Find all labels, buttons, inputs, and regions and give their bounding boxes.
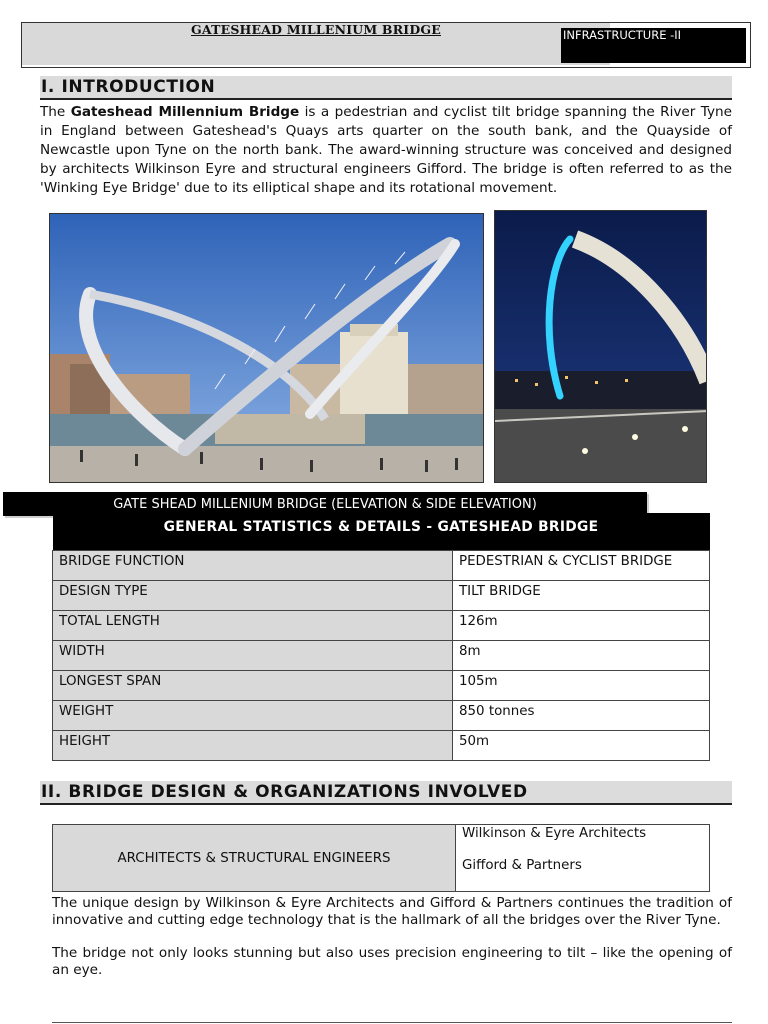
stat-key: WEIGHT [53,700,453,730]
section-heading-introduction: I. INTRODUCTION [40,76,732,100]
footer-rule [52,1022,732,1023]
design-paragraph-2: The bridge not only looks stunning but also uses precision engineering to tilt – like the opening of an eye. [52,945,732,978]
stat-key: WIDTH [53,640,453,670]
general-statistics-table [52,513,710,761]
stat-value: 126m [453,610,710,640]
org-values [456,825,710,892]
stat-key: LONGEST SPAN [53,670,453,700]
table-row [53,640,710,670]
stat-value: 850 tonnes [453,700,710,730]
bridge-elevation-photo [49,213,484,483]
stat-value: 105m [453,670,710,700]
design-paragraph-1: The unique design by Wilkinson & Eyre Architects and Gifford & Partners continues the tradition of innovative and cutting edge technology that is the hallmark of all the bridges over the River Tyne. [52,895,732,928]
stat-key: DESIGN TYPE [53,580,453,610]
org-value-architects: Wilkinson & Eyre Architects [462,826,647,841]
table-row [53,700,710,730]
table-row [53,730,710,760]
stat-key: TOTAL LENGTH [53,610,453,640]
table-row [53,580,710,610]
bridge-night-photo [494,210,707,483]
table-row [53,825,710,892]
intro-paragraph [40,103,732,198]
table-row [53,550,710,580]
stat-key: BRIDGE FUNCTION [53,550,453,580]
stat-value: 50m [453,730,710,760]
stats-table-title: GENERAL STATISTICS & DETAILS - GATESHEAD BRIDGE [53,513,710,550]
table-row [53,670,710,700]
stat-key: HEIGHT [53,730,453,760]
org-key: ARCHITECTS & STRUCTURAL ENGINEERS [53,825,456,892]
bridge-elevation-illustration [50,214,484,483]
org-value-engineers: Gifford & Partners [462,858,582,873]
header-tag: INFRASTRUCTURE -II [561,28,746,63]
photo-caption: GATE SHEAD MILLENIUM BRIDGE (ELEVATION & SIDE ELEVATION) [3,492,647,516]
section-heading-design-organizations: II. BRIDGE DESIGN & ORGANIZATIONS INVOLVED [40,781,732,805]
stat-value: 8m [453,640,710,670]
stat-value: PEDESTRIAN & CYCLIST BRIDGE [453,550,710,580]
header-title: GATESHEAD MILLENIUM BRIDGE [191,22,441,37]
stat-value: TILT BRIDGE [453,580,710,610]
bridge-night-illustration [495,211,707,483]
organizations-table [52,824,710,892]
intro-bold-name: Gateshead Millennium Bridge [70,104,300,120]
intro-rest: is a pedestrian and cyclist tilt bridge spanning the River Tyne in England between Gateshead's Quays arts quarter on the south bank, and the Quayside of Newcastle upon Tyne on the north bank. The award-winning structure was conceived and designed by architects Wilkinson Eyre and structural engineers Gifford. The bridge is often referred to as the 'Winking Eye Bridge' due to its elliptical shape and its rotational movement. [40,104,732,196]
table-row [53,610,710,640]
intro-lead: The [40,104,71,120]
